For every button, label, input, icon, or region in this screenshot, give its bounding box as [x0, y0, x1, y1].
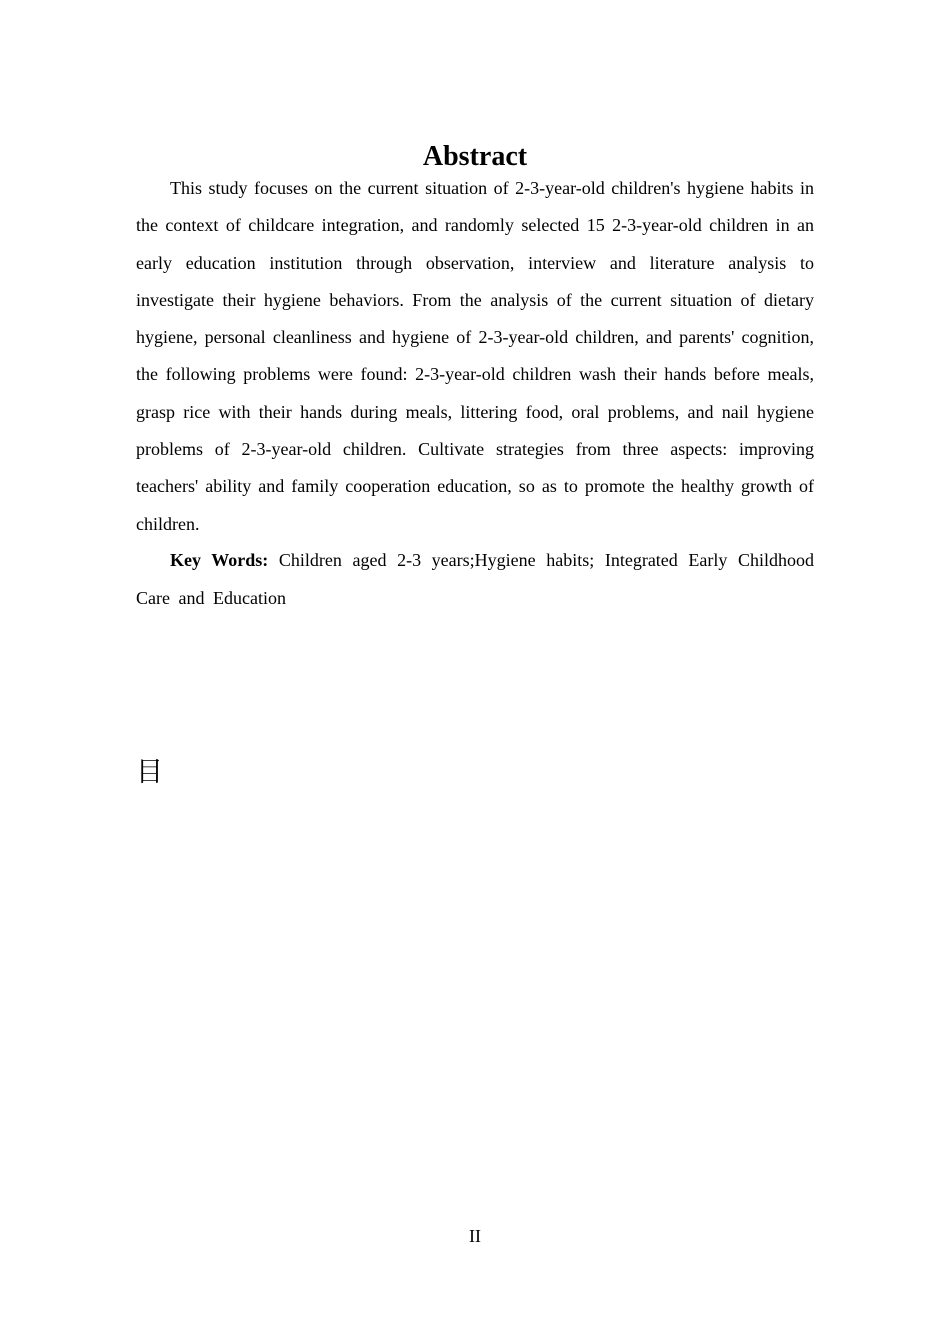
toc-heading: 目 [136, 757, 163, 788]
page-number: II [469, 1226, 481, 1246]
keywords-paragraph [136, 542, 814, 617]
keywords-text: Children aged 2-3 years;Hygiene habits; Integrated Early Childhood Care and Education [136, 550, 814, 608]
abstract-body: This study focuses on the current situation of 2-3-year-old children's hygiene habits in the context of childcare integration, and randomly selected 15 2-3-year-old children in an early education institution through observation, interview and literature analysis to investigate their hygiene behaviors. From the analysis of the current situation of dietary hygiene, personal cleanliness and hygiene of 2-3-year-old children, and parents' cognition, the following problems were found: 2-3-year-old children wash their hands before meals, grasp rice with their hands during meals, littering food, oral problems, and nail hygiene problems of 2-3-year-old children. Cultivate strategies from three aspects: improving teachers' ability and family cooperation education, so as to promote the healthy growth of children. [136, 178, 814, 534]
keywords-label: Key Words: [170, 550, 269, 570]
abstract-title: Abstract [422, 140, 528, 172]
